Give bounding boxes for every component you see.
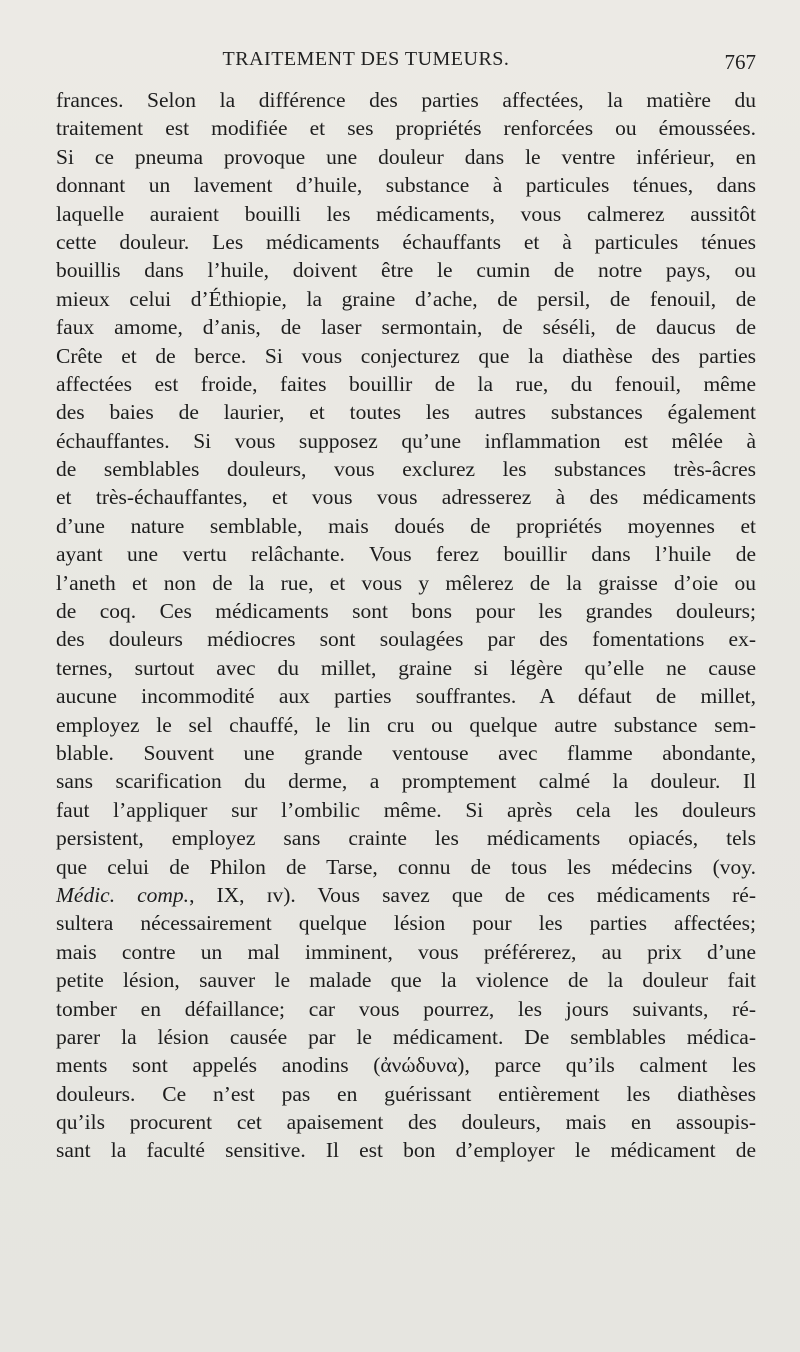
citation-rest: , IX, ɪv). Vous savez que de ces médicaments ré- [189, 882, 756, 907]
text-line: mieux celui d’Éthiopie, la graine d’ache, de persil, de fenouil, de [56, 286, 756, 311]
text-line: persistent, employez sans crainte les médicaments opiacés, tels [56, 826, 756, 851]
text-line: faut l’appliquer sur l’ombilic même. Si après cela les douleurs [56, 797, 756, 822]
page-header [56, 48, 756, 78]
text-line: des baies de laurier, et toutes les autres substances également [56, 400, 756, 425]
text-line: douleurs. Ce n’est pas en guérissant entièrement les diathèses [56, 1081, 756, 1106]
text-line: parer la lésion causée par le médicament. De semblables médica- [56, 1024, 756, 1049]
text-line: mais contre un mal imminent, vous préférerez, au prix d’une [56, 939, 756, 964]
text-line: bouillis dans l’huile, doivent être le cumin de notre pays, ou [56, 258, 756, 283]
text-line: blable. Souvent une grande ventouse avec flamme abondante, [56, 740, 756, 765]
text-line: cette douleur. Les médicaments échauffants et à particules ténues [56, 229, 756, 254]
text-line: de coq. Ces médicaments sont bons pour les grandes douleurs; [56, 599, 756, 624]
text-line: l’aneth et non de la rue, et vous y mêlerez de la graisse d’oie ou [56, 570, 756, 595]
text-line: donnant un lavement d’huile, substance à particules ténues, dans [56, 173, 756, 198]
text-line: sans scarification du derme, a promptement calmé la douleur. Il [56, 769, 756, 794]
text-line: petite lésion, sauver le malade que la violence de la douleur fait [56, 968, 756, 993]
text-line: sultera nécessairement quelque lésion pour les parties affectées; [56, 911, 756, 936]
text-line: ayant une vertu relâchante. Vous ferez bouillir dans l’huile de [56, 542, 756, 567]
page-number: 767 [724, 50, 756, 74]
text-line: que celui de Philon de Tarse, connu de tous les médecins (voy. [56, 854, 756, 879]
text-line: frances. Selon la différence des parties affectées, la matière du [56, 88, 756, 112]
text-line: et très-échauffantes, et vous vous adresserez à des médicaments [56, 485, 756, 510]
text-line: des douleurs médiocres sont soulagées par des fomentations ex- [56, 627, 756, 652]
text-line: Si ce pneuma provoque une douleur dans le ventre inférieur, en [56, 144, 756, 169]
text-line: affectées est froide, faites bouillir de la rue, du fenouil, même [56, 371, 756, 396]
body-text [56, 86, 756, 1165]
text-line: d’une nature semblable, mais doués de propriétés moyennes et [56, 513, 756, 538]
running-title: TRAITEMENT DES TUMEURS. [222, 48, 510, 70]
text-line: traitement est modifiée et ses propriétés renforcées ou émoussées. [56, 116, 756, 141]
text-line: de semblables douleurs, vous exclurez les substances très-âcres [56, 457, 756, 482]
text-line: aucune incommodité aux parties souffrantes. A défaut de millet, [56, 684, 756, 709]
text-line: tomber en défaillance; car vous pourrez, les jours suivants, ré- [56, 996, 756, 1021]
text-line: échauffantes. Si vous supposez qu’une inflammation est mêlée à [56, 428, 756, 453]
text-line: ments sont appelés anodins (ἀνώδυνα), parce qu’ils calment les [56, 1053, 756, 1078]
work-citation: Médic. comp. [56, 882, 190, 907]
text-line: laquelle auraient bouilli les médicaments, vous calmerez aussitôt [56, 201, 756, 226]
text-line: sant la faculté sensitive. Il est bon d’employer le médicament de [56, 1138, 756, 1163]
text-line: qu’ils procurent cet apaisement des douleurs, mais en assoupis- [56, 1110, 756, 1135]
text-line-with-citation [56, 881, 756, 909]
text-line: faux amome, d’anis, de laser sermontain, de séséli, de daucus de [56, 315, 756, 340]
text-line: employez le sel chauffé, le lin cru ou quelque autre substance sem- [56, 712, 756, 737]
text-line: Crête et de berce. Si vous conjecturez que la diathèse des parties [56, 343, 756, 368]
text-line: ternes, surtout avec du millet, graine si légère qu’elle ne cause [56, 655, 756, 680]
